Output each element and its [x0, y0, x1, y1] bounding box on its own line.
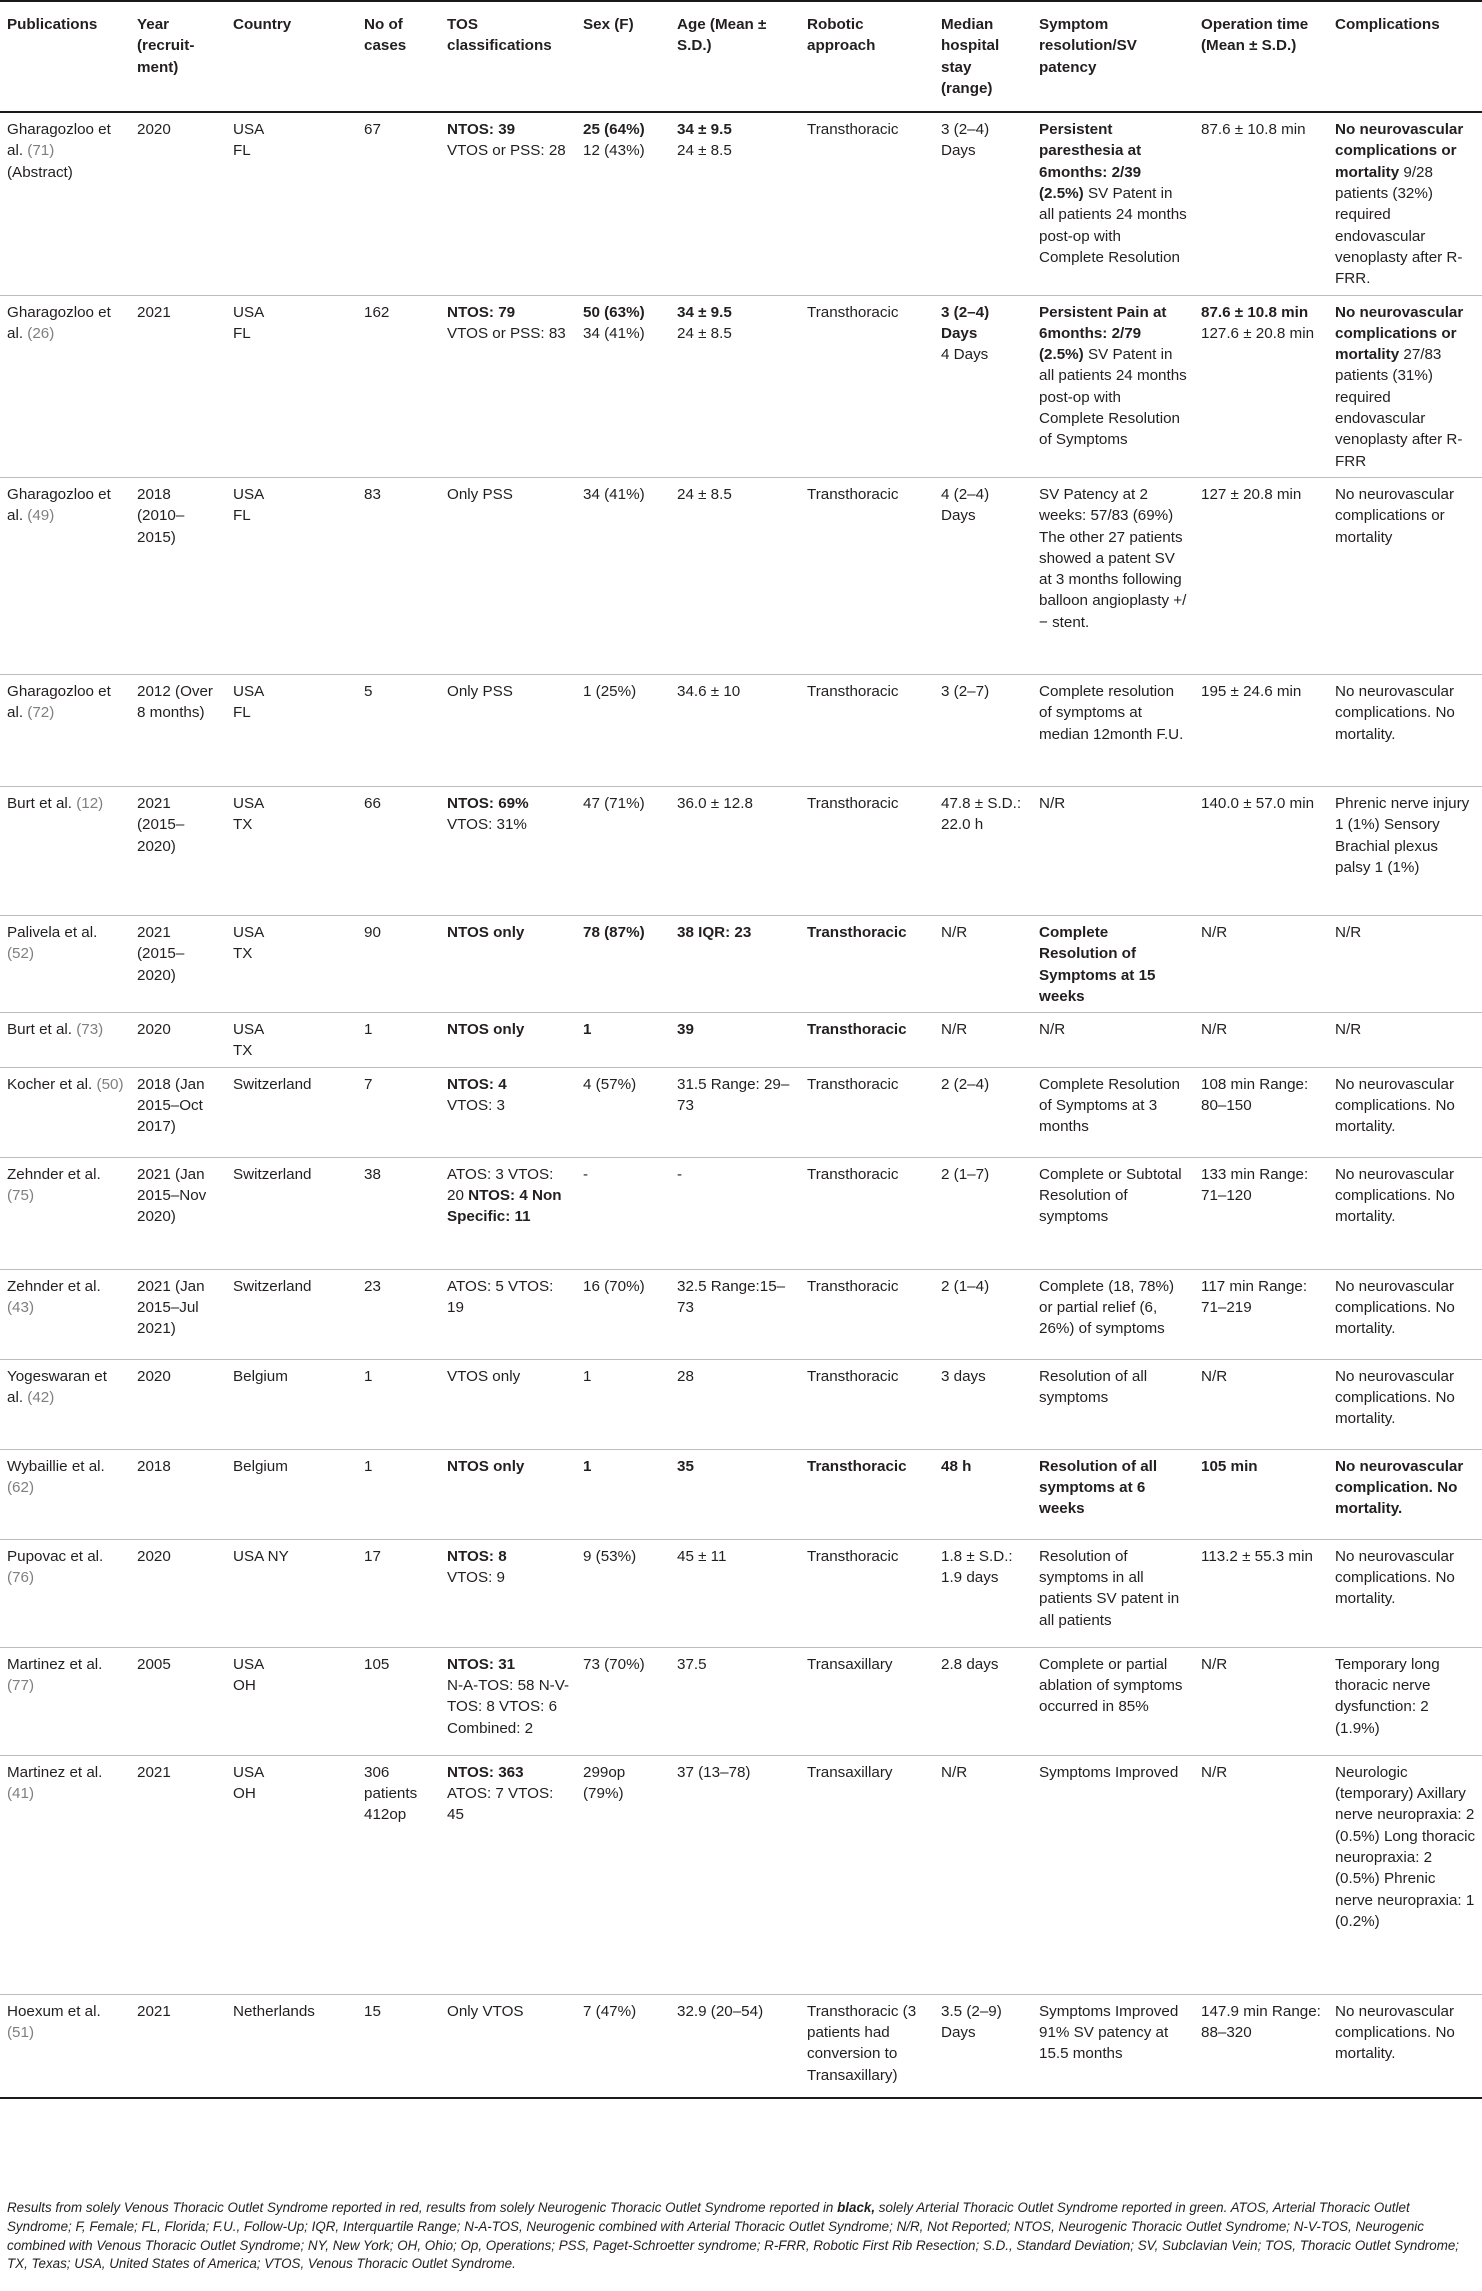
citation-link[interactable]: (41)	[7, 1785, 35, 1803]
col-header-age: Age (Mean ± S.D.)	[670, 1, 800, 112]
optime-cell: N/R	[1194, 915, 1328, 1012]
cases-cell: 1	[357, 1359, 440, 1449]
pub-cell: Burt et al. (12)	[0, 786, 130, 915]
complications-cell: No neurovascular complications or mortality 27/83 patients (31%) required endovascular venoplasty after R-FRR	[1328, 295, 1482, 477]
approach-cell: Transthoracic (3 patients had conversion to Transaxillary)	[800, 1994, 934, 2098]
pub-cell: Gharagozloo et al. (72)	[0, 674, 130, 786]
age-cell: 38 IQR: 23	[670, 915, 800, 1012]
cases-cell: 105	[357, 1647, 440, 1755]
cases-cell: 17	[357, 1539, 440, 1647]
col-header-approach: Robotic approach	[800, 1, 934, 112]
age-cell: 34 ± 9.5 24 ± 8.5	[670, 295, 800, 477]
sex-cell: 1	[576, 1449, 670, 1539]
age-cell: 45 ± 11	[670, 1539, 800, 1647]
complications-cell: No neurovascular complication. No mortality.	[1328, 1449, 1482, 1539]
resolution-cell: N/R	[1032, 786, 1194, 915]
cases-cell: 90	[357, 915, 440, 1012]
optime-cell: 133 min Range: 71–120	[1194, 1157, 1328, 1269]
col-header-cases: No of cases	[357, 1, 440, 112]
table-row	[0, 477, 1482, 674]
citation-link[interactable]: (26)	[27, 324, 55, 342]
year-cell: 2021 (2015–2020)	[130, 786, 226, 915]
col-header-optime: Operation time (Mean ± S.D.)	[1194, 1, 1328, 112]
country-cell: USA TX	[226, 786, 357, 915]
stay-cell: 3 (2–7)	[934, 674, 1032, 786]
table-row	[0, 915, 1482, 1012]
pub-cell: Gharagozloo et al. (26)	[0, 295, 130, 477]
year-cell: 2005	[130, 1647, 226, 1755]
complications-cell: N/R	[1328, 915, 1482, 1012]
cases-cell: 162	[357, 295, 440, 477]
stay-cell: 2 (1–4)	[934, 1269, 1032, 1359]
table-row	[0, 1755, 1482, 1994]
table-row	[0, 1359, 1482, 1449]
resolution-cell: Persistent Pain at 6months: 2/79 (2.5%) SV Patent in all patients 24 months post-op with Complete Resolution of Symptoms	[1032, 295, 1194, 477]
age-cell: 34.6 ± 10	[670, 674, 800, 786]
table-footnote: Results from solely Venous Thoracic Outlet Syndrome reported in red, results from solely Neurogenic Thoracic Outlet Syndrome reported in black, solely Arterial Thoracic Outlet Syndrome reported in green. ATOS, Arterial Thoracic Outlet Syndrome; F, Female; FL, Florida; F.U., Follow-Up; IQR, Interquartile Range; N-A-TOS, Neurogenic combined with Arterial Thoracic Outlet Syndrome; N/R, Not Reported; NTOS, Neurogenic Thoracic Outlet Syndrome; N-V-TOS, Neurogenic combined with Venous Thoracic Outlet Syndrome; NY, New York; OH, Ohio; Op, Operations; PSS, Paget-Schroetter syndrome; R-FRR, Robotic First Rib Resection; S.D., Standard Deviation; SV, Subclavian Vein; TOS, Thoracic Outlet Syndrome; TX, Texas; USA, United States of America; VTOS, Venous Thoracic Outlet Syndrome.	[7, 2200, 1460, 2272]
sex-cell: 9 (53%)	[576, 1539, 670, 1647]
stay-cell: 3 days	[934, 1359, 1032, 1449]
year-cell: 2020	[130, 1013, 226, 1068]
citation-link[interactable]: (12)	[76, 794, 104, 812]
country-cell: Switzerland	[226, 1157, 357, 1269]
resolution-cell: Symptoms Improved 91% SV patency at 15.5 months	[1032, 1994, 1194, 2098]
cases-cell: 66	[357, 786, 440, 915]
year-cell: 2021	[130, 295, 226, 477]
col-header-complications: Complications	[1328, 1, 1482, 112]
age-cell: 32.5 Range:15–73	[670, 1269, 800, 1359]
year-cell: 2020	[130, 112, 226, 295]
complications-cell: No neurovascular complications. No mortality.	[1328, 1157, 1482, 1269]
citation-link[interactable]: (75)	[7, 1187, 35, 1205]
optime-cell: N/R	[1194, 1013, 1328, 1068]
optime-cell: 195 ± 24.6 min	[1194, 674, 1328, 786]
sex-cell: 73 (70%)	[576, 1647, 670, 1755]
year-cell: 2021 (Jan 2015–Nov 2020)	[130, 1157, 226, 1269]
sex-cell: 50 (63%) 34 (41%)	[576, 295, 670, 477]
pub-cell: Kocher et al. (50)	[0, 1067, 130, 1157]
year-cell: 2020	[130, 1539, 226, 1647]
country-cell: USA FL	[226, 674, 357, 786]
approach-cell: Transthoracic	[800, 674, 934, 786]
sex-cell: 299op (79%)	[576, 1755, 670, 1994]
age-cell: 36.0 ± 12.8	[670, 786, 800, 915]
year-cell: 2018 (Jan 2015–Oct 2017)	[130, 1067, 226, 1157]
stay-cell: 3 (2–4) Days 4 Days	[934, 295, 1032, 477]
country-cell: USA FL	[226, 477, 357, 674]
country-cell: USA FL	[226, 295, 357, 477]
country-cell: Belgium	[226, 1449, 357, 1539]
approach-cell: Transthoracic	[800, 1013, 934, 1068]
table-row	[0, 1269, 1482, 1359]
pub-cell: Gharagozloo et al. (49)	[0, 477, 130, 674]
tos-cell: NTOS: 39 VTOS or PSS: 28	[440, 112, 576, 295]
age-cell: 24 ± 8.5	[670, 477, 800, 674]
table-row	[0, 1539, 1482, 1647]
resolution-cell: Resolution of symptoms in all patients SV patent in all patients	[1032, 1539, 1194, 1647]
cases-cell: 7	[357, 1067, 440, 1157]
resolution-cell: Complete or partial ablation of symptoms occurred in 85%	[1032, 1647, 1194, 1755]
pub-cell: Zehnder et al. (75)	[0, 1157, 130, 1269]
optime-cell: 108 min Range: 80–150	[1194, 1067, 1328, 1157]
cases-cell: 306 patients 412op	[357, 1755, 440, 1994]
age-cell: 35	[670, 1449, 800, 1539]
complications-cell: No neurovascular complications. No mortality.	[1328, 1067, 1482, 1157]
pub-cell: Burt et al. (73)	[0, 1013, 130, 1068]
complications-cell: No neurovascular complications or mortality	[1328, 477, 1482, 674]
resolution-cell: Symptoms Improved	[1032, 1755, 1194, 1994]
optime-cell: 147.9 min Range: 88–320	[1194, 1994, 1328, 2098]
year-cell: 2020	[130, 1359, 226, 1449]
table-row	[0, 1067, 1482, 1157]
pub-cell: Gharagozloo et al. (71) (Abstract)	[0, 112, 130, 295]
table-row	[0, 1449, 1482, 1539]
optime-cell: 140.0 ± 57.0 min	[1194, 786, 1328, 915]
year-cell: 2018 (2010–2015)	[130, 477, 226, 674]
pub-cell: Wybaillie et al. (62)	[0, 1449, 130, 1539]
complications-cell: Neurologic (temporary) Axillary nerve neuropraxia: 2 (0.5%) Long thoracic neuropraxia: 2 (0.5%) Phrenic nerve neuropraxia: 1 (0.2%)	[1328, 1755, 1482, 1994]
tos-cell: NTOS: 8 VTOS: 9	[440, 1539, 576, 1647]
country-cell: USA OH	[226, 1647, 357, 1755]
sex-cell: 34 (41%)	[576, 477, 670, 674]
approach-cell: Transthoracic	[800, 477, 934, 674]
sex-cell: 16 (70%)	[576, 1269, 670, 1359]
age-cell: 37 (13–78)	[670, 1755, 800, 1994]
complications-cell: Phrenic nerve injury 1 (1%) Sensory Brachial plexus palsy 1 (1%)	[1328, 786, 1482, 915]
resolution-cell: Complete Resolution of Symptoms at 15 weeks	[1032, 915, 1194, 1012]
table-row	[0, 1013, 1482, 1068]
year-cell: 2012 (Over 8 months)	[130, 674, 226, 786]
sex-cell: -	[576, 1157, 670, 1269]
pub-cell: Hoexum et al. (51)	[0, 1994, 130, 2098]
cases-cell: 1	[357, 1449, 440, 1539]
year-cell: 2018	[130, 1449, 226, 1539]
stay-cell: 2 (1–7)	[934, 1157, 1032, 1269]
tos-cell: NTOS: 4 VTOS: 3	[440, 1067, 576, 1157]
tos-cell: ATOS: 3 VTOS: 20 NTOS: 4 Non Specific: 11	[440, 1157, 576, 1269]
complications-cell: No neurovascular complications. No mortality.	[1328, 1539, 1482, 1647]
sex-cell: 1 (25%)	[576, 674, 670, 786]
table-row	[0, 786, 1482, 915]
tos-cell: NTOS only	[440, 1449, 576, 1539]
age-cell: 34 ± 9.5 24 ± 8.5	[670, 112, 800, 295]
table-header-row	[0, 1, 1482, 112]
optime-cell: 113.2 ± 55.3 min	[1194, 1539, 1328, 1647]
cases-cell: 5	[357, 674, 440, 786]
pub-cell: Zehnder et al. (43)	[0, 1269, 130, 1359]
col-header-publications: Publications	[0, 1, 130, 112]
approach-cell: Transthoracic	[800, 915, 934, 1012]
complications-cell: No neurovascular complications. No mortality.	[1328, 1359, 1482, 1449]
table-row	[0, 112, 1482, 295]
citation-link[interactable]: (51)	[7, 2024, 35, 2042]
tos-cell: Only VTOS	[440, 1994, 576, 2098]
approach-cell: Transaxillary	[800, 1755, 934, 1994]
sex-cell: 47 (71%)	[576, 786, 670, 915]
col-header-sex: Sex (F)	[576, 1, 670, 112]
complications-cell: No neurovascular complications. No mortality.	[1328, 1994, 1482, 2098]
approach-cell: Transthoracic	[800, 1157, 934, 1269]
optime-cell: N/R	[1194, 1647, 1328, 1755]
pub-cell: Pupovac et al. (76)	[0, 1539, 130, 1647]
resolution-cell: Persistent paresthesia at 6months: 2/39 (2.5%) SV Patent in all patients 24 months post-op with Complete Resolution	[1032, 112, 1194, 295]
tos-cell: NTOS: 31 N-A-TOS: 58 N-V-TOS: 8 VTOS: 6 Combined: 2	[440, 1647, 576, 1755]
complications-cell: No neurovascular complications or mortality 9/28 patients (32%) required endovascular venoplasty after R-FRR.	[1328, 112, 1482, 295]
pub-cell: Martinez et al. (77)	[0, 1647, 130, 1755]
stay-cell: 47.8 ± S.D.: 22.0 h	[934, 786, 1032, 915]
country-cell: Netherlands	[226, 1994, 357, 2098]
optime-cell: 105 min	[1194, 1449, 1328, 1539]
tos-cell: NTOS only	[440, 915, 576, 1012]
stay-cell: 48 h	[934, 1449, 1032, 1539]
sex-cell: 1	[576, 1359, 670, 1449]
cases-cell: 15	[357, 1994, 440, 2098]
table-row	[0, 1994, 1482, 2098]
tos-cell: Only PSS	[440, 477, 576, 674]
citation-link[interactable]: (72)	[27, 704, 55, 722]
col-header-resolution: Symptom resolution/SV patency	[1032, 1, 1194, 112]
resolution-cell: Complete or Subtotal Resolution of symptoms	[1032, 1157, 1194, 1269]
col-header-year: Year (recruit-ment)	[130, 1, 226, 112]
age-cell: -	[670, 1157, 800, 1269]
pub-cell: Palivela et al. (52)	[0, 915, 130, 1012]
country-cell: USA FL	[226, 112, 357, 295]
age-cell: 28	[670, 1359, 800, 1449]
complications-cell: No neurovascular complications. No mortality.	[1328, 674, 1482, 786]
stay-cell: 2 (2–4)	[934, 1067, 1032, 1157]
approach-cell: Transthoracic	[800, 786, 934, 915]
country-cell: USA TX	[226, 1013, 357, 1068]
stay-cell: 2.8 days	[934, 1647, 1032, 1755]
citation-link[interactable]: (50)	[96, 1075, 124, 1093]
stay-cell: 4 (2–4) Days	[934, 477, 1032, 674]
tos-cell: NTOS only	[440, 1013, 576, 1068]
tos-cell: ATOS: 5 VTOS: 19	[440, 1269, 576, 1359]
cases-cell: 38	[357, 1157, 440, 1269]
resolution-cell: N/R	[1032, 1013, 1194, 1068]
optime-cell: 87.6 ± 10.8 min	[1194, 112, 1328, 295]
resolution-cell: Complete Resolution of Symptoms at 3 months	[1032, 1067, 1194, 1157]
tos-cell: VTOS only	[440, 1359, 576, 1449]
country-cell: Switzerland	[226, 1269, 357, 1359]
table-row	[0, 1647, 1482, 1755]
citation-link[interactable]: (62)	[7, 1479, 35, 1497]
stay-cell: N/R	[934, 1013, 1032, 1068]
optime-cell: 87.6 ± 10.8 min 127.6 ± 20.8 min	[1194, 295, 1328, 477]
citation-link[interactable]: (76)	[7, 1569, 35, 1587]
country-cell: USA OH	[226, 1755, 357, 1994]
complications-cell: Temporary long thoracic nerve dysfunction: 2 (1.9%)	[1328, 1647, 1482, 1755]
age-cell: 32.9 (20–54)	[670, 1994, 800, 2098]
optime-cell: 127 ± 20.8 min	[1194, 477, 1328, 674]
complications-cell: No neurovascular complications. No mortality.	[1328, 1269, 1482, 1359]
age-cell: 37.5	[670, 1647, 800, 1755]
resolution-cell: SV Patency at 2 weeks: 57/83 (69%) The other 27 patients showed a patent SV at 3 months following balloon angioplasty +/− stent.	[1032, 477, 1194, 674]
citation-link[interactable]: (73)	[76, 1021, 104, 1039]
approach-cell: Transthoracic	[800, 1269, 934, 1359]
year-cell: 2021 (2015–2020)	[130, 915, 226, 1012]
pub-cell: Martinez et al. (41)	[0, 1755, 130, 1994]
stay-cell: N/R	[934, 1755, 1032, 1994]
approach-cell: Transthoracic	[800, 1067, 934, 1157]
citation-link[interactable]: (49)	[27, 507, 55, 525]
resolution-cell: Resolution of all symptoms at 6 weeks	[1032, 1449, 1194, 1539]
country-cell: USA NY	[226, 1539, 357, 1647]
cases-cell: 1	[357, 1013, 440, 1068]
table-row	[0, 674, 1482, 786]
tos-cell: NTOS: 363 ATOS: 7 VTOS: 45	[440, 1755, 576, 1994]
pub-cell: Yogeswaran et al. (42)	[0, 1359, 130, 1449]
approach-cell: Transthoracic	[800, 112, 934, 295]
stay-cell: 1.8 ± S.D.: 1.9 days	[934, 1539, 1032, 1647]
col-header-stay: Median hospital stay (range)	[934, 1, 1032, 112]
country-cell: Switzerland	[226, 1067, 357, 1157]
sex-cell: 78 (87%)	[576, 915, 670, 1012]
tos-cell: Only PSS	[440, 674, 576, 786]
approach-cell: Transaxillary	[800, 1647, 934, 1755]
country-cell: USA TX	[226, 915, 357, 1012]
tos-cell: NTOS: 69% VTOS: 31%	[440, 786, 576, 915]
cases-cell: 23	[357, 1269, 440, 1359]
sex-cell: 7 (47%)	[576, 1994, 670, 2098]
cases-cell: 83	[357, 477, 440, 674]
optime-cell: N/R	[1194, 1359, 1328, 1449]
col-header-tos: TOS classifications	[440, 1, 576, 112]
approach-cell: Transthoracic	[800, 295, 934, 477]
sex-cell: 1	[576, 1013, 670, 1068]
stay-cell: 3.5 (2–9) Days	[934, 1994, 1032, 2098]
year-cell: 2021	[130, 1755, 226, 1994]
citation-link[interactable]: (71)	[27, 142, 55, 160]
year-cell: 2021 (Jan 2015–Jul 2021)	[130, 1269, 226, 1359]
complications-cell: N/R	[1328, 1013, 1482, 1068]
col-header-country: Country	[226, 1, 357, 112]
optime-cell: 117 min Range: 71–219	[1194, 1269, 1328, 1359]
tos-cell: NTOS: 79 VTOS or PSS: 83	[440, 295, 576, 477]
citation-link[interactable]: (52)	[7, 945, 35, 963]
country-cell: Belgium	[226, 1359, 357, 1449]
table-row	[0, 1157, 1482, 1269]
approach-cell: Transthoracic	[800, 1539, 934, 1647]
cases-cell: 67	[357, 112, 440, 295]
age-cell: 39	[670, 1013, 800, 1068]
resolution-cell: Complete (18, 78%) or partial relief (6, 26%) of symptoms	[1032, 1269, 1194, 1359]
citation-link[interactable]: (42)	[27, 1389, 55, 1407]
citation-link[interactable]: (43)	[7, 1299, 35, 1317]
age-cell: 31.5 Range: 29–73	[670, 1067, 800, 1157]
resolution-cell: Resolution of all symptoms	[1032, 1359, 1194, 1449]
citation-link[interactable]: (77)	[7, 1677, 35, 1695]
year-cell: 2021	[130, 1994, 226, 2098]
approach-cell: Transthoracic	[800, 1359, 934, 1449]
sex-cell: 4 (57%)	[576, 1067, 670, 1157]
stay-cell: 3 (2–4) Days	[934, 112, 1032, 295]
table-row	[0, 295, 1482, 477]
resolution-cell: Complete resolution of symptoms at median 12month F.U.	[1032, 674, 1194, 786]
sex-cell: 25 (64%) 12 (43%)	[576, 112, 670, 295]
stay-cell: N/R	[934, 915, 1032, 1012]
approach-cell: Transthoracic	[800, 1449, 934, 1539]
optime-cell: N/R	[1194, 1755, 1328, 1994]
